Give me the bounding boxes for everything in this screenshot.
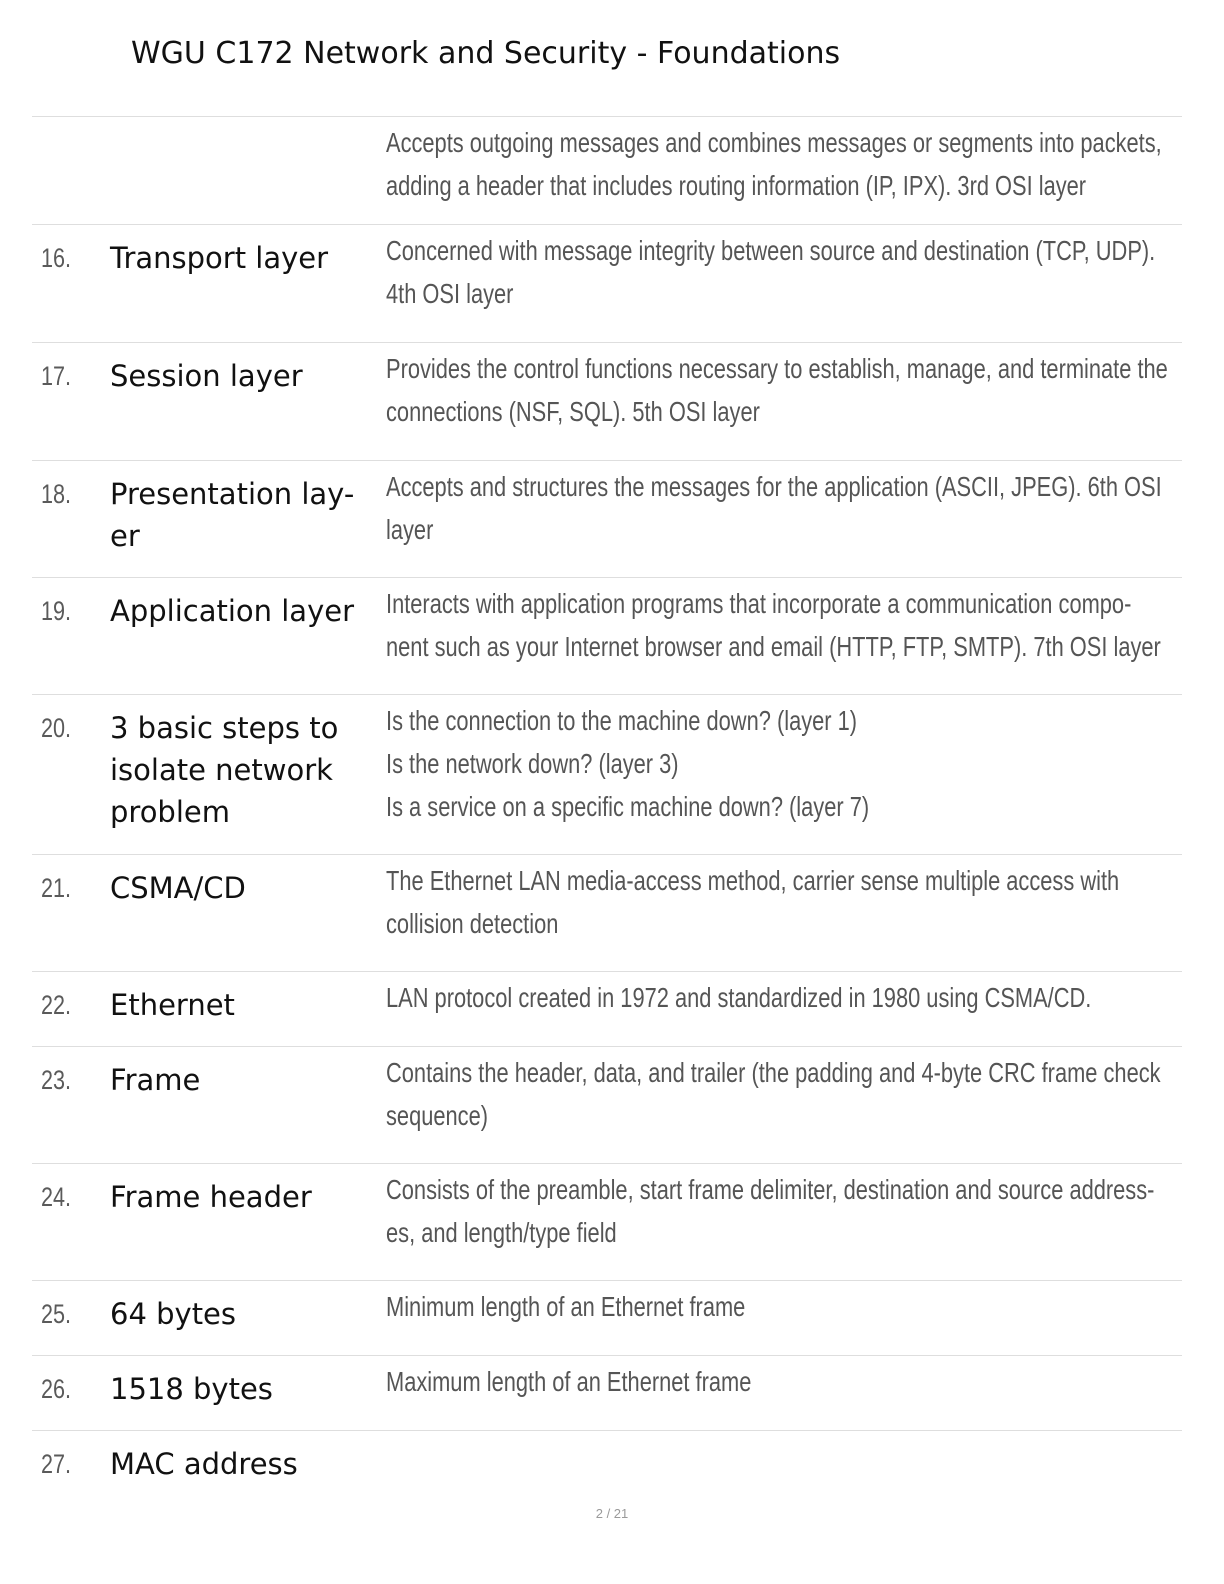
card-term: MAC address (110, 1447, 298, 1481)
card-number: 24. (41, 1182, 72, 1212)
card-number: 18. (41, 479, 72, 509)
card-term: Frame header (110, 1180, 312, 1214)
card-number: 21. (41, 873, 72, 903)
card-term: 64 bytes (110, 1297, 237, 1331)
card-number: 23. (41, 1065, 72, 1095)
card-term: Session layer (110, 359, 303, 393)
definition-line: Is a service on a specific machine down? (layer 7) (386, 791, 870, 822)
definition-line: Consists of the preamble, start frame delimiter, destination and source address- (386, 1174, 1155, 1205)
card-definition (386, 347, 1166, 433)
flashcard-row (32, 855, 1182, 972)
card-term: CSMA/CD (110, 871, 246, 905)
definition-line: Accepts and structures the messages for the application (ASCII, JPEG). 6th OSI (386, 471, 1162, 502)
definition-line: Interacts with application programs that incorporate a communication compo- (386, 588, 1132, 619)
card-definition (386, 582, 1166, 668)
definition-line: Is the connection to the machine down? (layer 1) (386, 705, 858, 736)
card-number: 17. (41, 361, 72, 391)
definition-line: The Ethernet LAN media-access method, carrier sense multiple access with (386, 865, 1120, 896)
definition-line: Concerned with message integrity between source and destination (TCP, UDP). (386, 235, 1156, 266)
card-number: 25. (41, 1299, 72, 1329)
definition-line: sequence) (386, 1100, 488, 1131)
card-number: 22. (41, 990, 72, 1020)
card-definition (386, 859, 1166, 945)
card-term: Ethernet (110, 988, 235, 1022)
card-definition (386, 1360, 1166, 1403)
page-number: 2 / 21 (595, 1506, 629, 1521)
page-title: WGU C172 Network and Security - Foundations (131, 36, 841, 71)
flashcard-row (32, 1164, 1182, 1281)
flashcard-row (32, 343, 1182, 461)
definition-line: layer (386, 514, 434, 545)
flashcard-row (32, 1047, 1182, 1164)
flashcard-row (32, 1281, 1182, 1356)
card-number: 26. (41, 1374, 72, 1404)
card-term: Application layer (110, 594, 355, 628)
card-definition (386, 1285, 1166, 1328)
flashcard-row (32, 117, 1182, 225)
definition-line: Contains the header, data, and trailer (the padding and 4-byte CRC frame check (386, 1057, 1161, 1088)
definition-line: es, and length/type field (386, 1217, 617, 1248)
card-term: Presentation lay- er (110, 477, 355, 553)
card-term: Transport layer (110, 241, 329, 275)
card-number: 20. (41, 713, 72, 743)
flashcard-row (32, 578, 1182, 695)
card-definition (386, 1051, 1166, 1137)
definition-line: adding a header that includes routing information (IP, IPX). 3rd OSI layer (386, 170, 1087, 201)
flashcard-list (32, 116, 1182, 1501)
card-definition (386, 699, 1166, 828)
card-number: 16. (41, 243, 72, 273)
card-term: 3 basic steps to isolate network problem (110, 711, 339, 829)
card-number: 27. (41, 1449, 72, 1479)
card-definition (386, 121, 1166, 207)
flashcard-row (32, 1431, 1182, 1501)
definition-line: connections (NSF, SQL). 5th OSI layer (386, 396, 760, 427)
definition-line: LAN protocol created in 1972 and standardized in 1980 using CSMA/CD. (386, 982, 1092, 1013)
card-definition (386, 976, 1166, 1019)
card-definition (386, 1168, 1166, 1254)
flashcard-row (32, 972, 1182, 1047)
definition-line: Provides the control functions necessary to establish, manage, and terminate the (386, 353, 1168, 384)
card-term: Frame (110, 1063, 201, 1097)
definition-line: Is the network down? (layer 3) (386, 748, 679, 779)
card-definition (386, 465, 1166, 551)
definition-line: nent such as your Internet browser and email (HTTP, FTP, SMTP). 7th OSI layer (386, 631, 1161, 662)
definition-line: collision detection (386, 908, 559, 939)
flashcard-row (32, 461, 1182, 578)
definition-line: Maximum length of an Ethernet frame (386, 1366, 752, 1397)
card-number: 19. (41, 596, 72, 626)
flashcard-row (32, 1356, 1182, 1431)
definition-line: Minimum length of an Ethernet frame (386, 1291, 746, 1322)
definition-line: Accepts outgoing messages and combines messages or segments into packets, (386, 127, 1162, 158)
flashcard-row (32, 695, 1182, 855)
card-term: 1518 bytes (110, 1372, 273, 1406)
card-definition (386, 229, 1166, 315)
definition-line: 4th OSI layer (386, 278, 514, 309)
flashcard-row (32, 225, 1182, 343)
